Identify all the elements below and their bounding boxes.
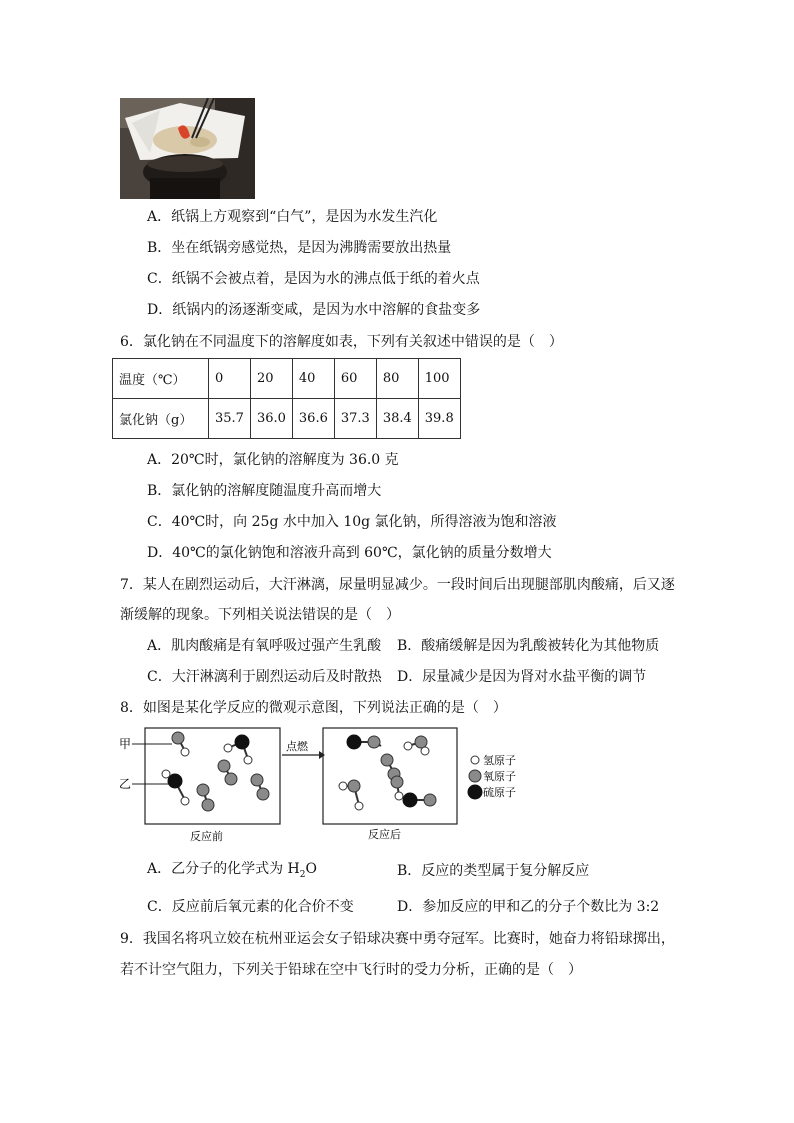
paper-pot-photo [120, 98, 255, 199]
q9-stem-line1: 9．我国名将巩立姣在杭州亚运会女子铅球决赛中勇夺冠军。比赛时，她奋力将铅球掷出， [120, 931, 675, 947]
q6-option-c: C．40℃时，向 25g 水中加入 10g 氯化钠，所得溶液为饱和溶液 [147, 514, 557, 530]
q5-option-d: D．纸锅内的汤逐渐变咸，是因为水中溶解的食盐变多 [147, 302, 481, 318]
q5-option-c: C．纸锅不会被点着，是因为水的沸点低于纸的着火点 [147, 271, 480, 287]
q8-option-c: C．反应前后氧元素的化合价不变 [147, 899, 354, 915]
q7-option-b: B．酸痛缓解是因为乳酸被转化为其他物质 [397, 638, 660, 654]
table-cell: 35.7 [209, 399, 251, 439]
legend-hydrogen: 氢原子 [483, 754, 516, 767]
after-caption: 反应后 [368, 828, 401, 841]
table-row-label: 氯化钠（g） [113, 399, 209, 439]
table-row [113, 399, 461, 439]
table-cell: 80 [376, 359, 418, 399]
q8-option-a [147, 858, 317, 880]
q8-stem: 8．如图是某化学反应的微观示意图，下列说法正确的是（ ） [120, 700, 507, 716]
table-cell: 36.6 [292, 399, 334, 439]
label-yi: 乙 [119, 777, 132, 791]
q6-stem: 6．氯化钠在不同温度下的溶解度如表，下列有关叙述中错误的是（ ） [120, 334, 563, 350]
q6-option-b: B．氯化钠的溶解度随温度升高而增大 [147, 483, 382, 499]
table-cell: 39.8 [418, 399, 460, 439]
q7-stem-line2: 渐缓解的现象。下列相关说法错误的是（ ） [120, 607, 400, 623]
q7-option-c: C．大汗淋漓利于剧烈运动后及时散热 [147, 669, 382, 685]
q7-option-a: A．肌肉酸痛是有氧呼吸过强产生乳酸 [147, 638, 382, 654]
table-cell: 40 [292, 359, 334, 399]
table-cell: 36.0 [250, 399, 292, 439]
legend-sulfur-marker [468, 785, 482, 799]
table-row-label: 温度（℃） [113, 359, 209, 399]
q9-stem-line2: 若不计空气阻力，下列关于铅球在空中飞行时的受力分析，正确的是（ ） [120, 962, 582, 978]
q5-option-a: A．纸锅上方观察到“白气”，是因为水发生汽化 [147, 209, 438, 225]
reaction-diagram [112, 722, 532, 848]
q6-option-d: D．40℃的氯化钠饱和溶液升高到 60℃，氯化钠的质量分数增大 [147, 545, 552, 561]
q5-option-b: B．坐在纸锅旁感觉热，是因为沸腾需要放出热量 [147, 240, 452, 256]
table-cell: 20 [250, 359, 292, 399]
q8-option-a-prefix: A．乙分子的化学式为 H [147, 861, 300, 877]
before-caption: 反应前 [190, 830, 223, 843]
q7-stem-line1: 7．某人在剧烈运动后，大汗淋漓，尿量明显减少。一段时间后出现腿部肌肉酸痛，后又逐 [120, 577, 675, 593]
q6-option-a: A．20℃时，氯化钠的溶解度为 36.0 克 [147, 452, 399, 468]
solubility-table [112, 358, 461, 439]
table-row [113, 359, 461, 399]
label-jia: 甲 [119, 737, 132, 751]
table-cell: 100 [418, 359, 460, 399]
table-cell: 38.4 [376, 399, 418, 439]
legend-sulfur: 硫原子 [483, 786, 516, 799]
q7-option-d: D．尿量减少是因为肾对水盐平衡的调节 [397, 669, 647, 685]
q8-option-d: D．参加反应的甲和乙的分子个数比为 3:2 [397, 899, 660, 915]
table-cell: 0 [209, 359, 251, 399]
table-cell: 37.3 [334, 399, 376, 439]
legend-hydrogen-marker [471, 756, 479, 764]
legend-oxygen-marker [469, 770, 481, 782]
q8-option-a-subscript: 2 [299, 869, 306, 880]
table-cell: 60 [334, 359, 376, 399]
legend-oxygen: 氧原子 [483, 770, 516, 783]
arrow-label: 点燃 [286, 740, 308, 753]
q8-option-a-suffix: O [305, 861, 317, 877]
q8-option-b: B．反应的类型属于复分解反应 [397, 863, 590, 879]
